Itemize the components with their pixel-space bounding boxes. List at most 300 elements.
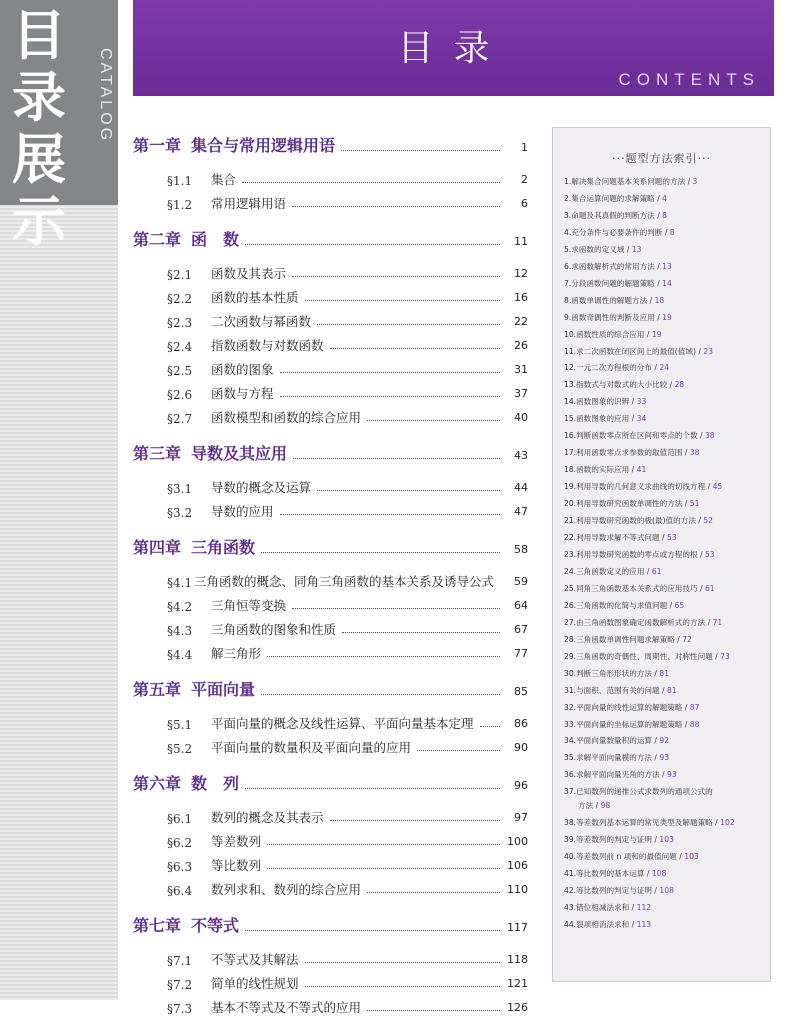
section-number: §6.4 xyxy=(167,884,193,898)
method-index-title: ···题型方法索引··· xyxy=(612,152,711,165)
section-title: 函数的图象 xyxy=(211,362,274,377)
section-title: 数列求和、数列的综合应用 xyxy=(211,882,362,897)
dot-leader xyxy=(261,694,500,695)
section-page-number: 12 xyxy=(514,267,528,280)
dot-leader xyxy=(267,656,500,657)
method-index-text: 23.利用导数研究函数的零点或方程的根 xyxy=(564,549,698,559)
section-row[interactable] xyxy=(133,638,528,662)
dot-leader xyxy=(245,244,500,245)
method-index-text: 19.利用导数的几何意义求曲线的切线方程 xyxy=(564,482,706,492)
header-banner xyxy=(133,0,774,96)
method-index-item[interactable]: 19.利用导数的几何意义求曲线的切线方程 / 45 xyxy=(564,482,723,492)
section-number: §2.4 xyxy=(167,340,193,354)
dot-leader xyxy=(292,608,500,609)
method-index-text: 44.裂项相消法求和 xyxy=(564,919,630,929)
method-index-text: 42.等比数列的判定与证明 xyxy=(564,886,653,896)
method-index-page: 19 xyxy=(662,312,672,322)
method-index-item[interactable]: 18.函数的实际应用 / 41 xyxy=(564,465,647,475)
section-number: §5.2 xyxy=(167,742,193,756)
dot-leader xyxy=(245,930,500,931)
method-index-page: 88 xyxy=(689,719,700,729)
dot-leader xyxy=(317,324,500,325)
method-index-item[interactable]: 26.三角函数的化简与求值问题 / 65 xyxy=(564,600,685,610)
section-page-number: 44 xyxy=(514,481,528,494)
section-page-number: 118 xyxy=(507,953,528,966)
method-index-page: 51 xyxy=(689,499,700,509)
section-row[interactable] xyxy=(133,306,528,330)
dot-leader xyxy=(417,750,500,751)
section-page-number: 26 xyxy=(514,339,528,352)
section-row[interactable] xyxy=(133,802,528,826)
method-index-page: 81 xyxy=(667,685,677,695)
section-page-number: 126 xyxy=(507,1001,528,1014)
method-index-text: 13.指数式与对数式的大小比较 xyxy=(564,380,668,390)
section-page-number: 97 xyxy=(514,811,528,824)
dot-leader xyxy=(341,150,500,151)
method-index-page: 23 xyxy=(703,346,713,356)
section-page-number: 100 xyxy=(507,835,528,848)
method-index-item[interactable]: 21.利用导数研究函数的极(最)值的方法 / 52 xyxy=(564,516,713,526)
section-number: §7.3 xyxy=(167,1002,193,1016)
chapter-number: 第一章 xyxy=(133,136,182,155)
section-row[interactable] xyxy=(133,496,528,520)
section-title: 等比数列 xyxy=(211,858,262,873)
dot-leader xyxy=(305,986,500,987)
section-row[interactable] xyxy=(133,164,528,188)
chapter-page-number: 117 xyxy=(507,921,528,934)
section-page-number: 40 xyxy=(514,411,528,424)
section-page-number: 77 xyxy=(514,647,528,660)
chapter-row[interactable] xyxy=(133,130,528,156)
section-number: §3.1 xyxy=(167,482,193,496)
method-index-page: 113 xyxy=(636,919,652,929)
chapter-page-number: 96 xyxy=(514,779,528,792)
dot-leader xyxy=(367,420,500,421)
section-number: §2.6 xyxy=(167,388,193,402)
method-index-page: 33 xyxy=(636,397,647,407)
chapter-gap xyxy=(133,898,528,910)
dot-leader xyxy=(267,868,500,869)
section-page-number: 121 xyxy=(507,977,528,990)
method-index-text: 1.解决集合问题基本关系问题的方法 xyxy=(564,177,686,186)
chapter-title: 平面向量 xyxy=(191,680,256,699)
method-index-page: 28 xyxy=(674,380,685,390)
dot-leader xyxy=(280,514,500,515)
section-row[interactable] xyxy=(133,354,528,378)
dot-leader xyxy=(480,726,500,727)
method-index-item[interactable]: 15.函数图象的应用 / 34 xyxy=(564,414,647,424)
dot-leader xyxy=(305,962,500,963)
chapter-number: 第二章 xyxy=(133,230,182,249)
method-index-page: 4 xyxy=(662,193,668,203)
section-page-number: 64 xyxy=(514,599,528,612)
catalog-title xyxy=(12,6,76,254)
method-index-item[interactable]: 2.集合运算问题的求解策略 / 4 xyxy=(564,193,668,203)
section-row[interactable] xyxy=(133,472,528,496)
method-index-text: 39.等差数列的判定与证明 xyxy=(564,835,653,845)
dot-leader xyxy=(330,348,500,349)
method-index-page: 108 xyxy=(651,869,667,879)
method-index-item[interactable]: 23.利用导数研究函数的零点或方程的根 / 53 xyxy=(564,549,715,559)
method-index-item[interactable]: 9.函数奇偶性的判断及应用 / 19 xyxy=(564,312,672,322)
section-number: §4.1 xyxy=(167,576,193,590)
chapter-number: 第四章 xyxy=(133,538,182,557)
dot-leader xyxy=(367,892,500,893)
chapter-row[interactable] xyxy=(133,768,528,794)
section-row[interactable] xyxy=(133,566,528,590)
method-index-item[interactable]: 24.三角函数定义的应用 / 61 xyxy=(564,566,662,576)
section-page-number: 6 xyxy=(521,197,528,210)
method-index-text: 30.判断三角形形状的方法 xyxy=(564,668,653,678)
method-index-text: 33.平面向量的坐标运算的解题策略 xyxy=(564,719,683,729)
chapter-row[interactable] xyxy=(133,224,528,250)
page-title: 目录 xyxy=(397,28,510,69)
section-row[interactable] xyxy=(133,850,528,874)
method-index-item[interactable]: 10.函数性质的综合应用 / 19 xyxy=(564,329,662,339)
method-index-page: 14 xyxy=(662,278,672,288)
section-row[interactable] xyxy=(133,378,528,402)
method-index-text: 18.函数的实际应用 xyxy=(564,465,630,475)
method-index-item[interactable]: 33.平面向量的坐标运算的解题策略 / 88 xyxy=(564,719,700,729)
method-index-text: 37.已知数列的递推公式求数列的通项公式的 xyxy=(564,787,713,797)
method-index-item[interactable]: 17.利用函数零点求参数的取值范围 / 38 xyxy=(564,448,700,458)
section-number: §7.1 xyxy=(167,954,193,968)
section-title: 导数的概念及运算 xyxy=(211,480,312,495)
method-index-item[interactable]: 13.指数式与对数式的大小比较 / 28 xyxy=(564,380,685,390)
method-index-page: 73 xyxy=(720,651,730,661)
method-index-text: 32.平面向量的线性运算的解题策略 xyxy=(564,702,683,712)
dot-leader xyxy=(317,490,500,491)
method-index-page: 72 xyxy=(682,634,692,644)
method-index-page: 53 xyxy=(667,533,677,543)
chapter-gap xyxy=(133,756,528,768)
method-index-page: 38 xyxy=(704,431,715,441)
chapter-gap xyxy=(133,426,528,438)
section-title: 集合 xyxy=(211,172,237,187)
section-page-number: 67 xyxy=(514,623,528,636)
chapter-gap xyxy=(133,662,528,674)
method-index-page: 13 xyxy=(662,261,672,271)
chapter-title: 不等式 xyxy=(191,916,240,935)
method-index-text: 34.平面向量数量积的运算 xyxy=(564,736,653,746)
section-title: 函数模型和函数的综合应用 xyxy=(211,410,362,425)
method-index-text: 14.函数图象的识辨 xyxy=(564,397,630,407)
method-index-text: 24.三角函数定义的应用 xyxy=(564,566,645,576)
method-index-item[interactable]: 40.等差数列前 n 项和的最值问题 / 103 xyxy=(564,852,699,862)
chapter-title: 三角函数 xyxy=(191,538,256,557)
section-row[interactable] xyxy=(133,708,528,732)
method-index-text: 方法 xyxy=(578,801,594,811)
section-row[interactable] xyxy=(133,590,528,614)
method-index-text: 16.判断函数零点所在区间和零点的个数 xyxy=(564,431,698,441)
chapter-page-number: 58 xyxy=(514,543,528,556)
section-page-number: 22 xyxy=(514,315,528,328)
catalog-char: 展 xyxy=(12,128,66,191)
dot-leader xyxy=(261,552,500,553)
method-index-item[interactable]: 7.分段函数问题的解题策略 / 14 xyxy=(564,278,672,288)
section-title: 基本不等式及不等式的应用 xyxy=(211,1000,362,1015)
method-index-page: 87 xyxy=(689,702,700,712)
dot-leader xyxy=(280,372,500,373)
section-title: 等差数列 xyxy=(211,834,262,849)
section-page-number: 86 xyxy=(514,717,528,730)
section-title: 二次函数与幂函数 xyxy=(211,314,312,329)
method-index-list xyxy=(553,176,770,932)
method-index-item[interactable]: 34.平面向量数量积的运算 / 92 xyxy=(564,736,670,746)
method-index-item[interactable]: 32.平面向量的线性运算的解题策略 / 87 xyxy=(564,702,700,712)
section-title: 导数的应用 xyxy=(211,504,274,519)
method-index-item[interactable]: 39.等差数列的判定与证明 / 103 xyxy=(564,835,674,845)
method-index-text: 5.求函数的定义域 xyxy=(564,244,625,254)
method-index-page: 65 xyxy=(674,600,685,610)
section-number: §2.5 xyxy=(167,364,193,378)
section-page-number: 59 xyxy=(514,575,528,588)
section-title: 解三角形 xyxy=(211,646,262,661)
method-index-text: 27.由三角函数图象确定函数解析式的方法 xyxy=(564,617,706,627)
section-row[interactable] xyxy=(133,732,528,756)
section-row[interactable] xyxy=(133,968,528,992)
method-index-item[interactable]: 28.三角函数单调性问题求解策略 / 72 xyxy=(564,634,692,644)
catalog-char: 录 xyxy=(12,66,66,129)
method-index-text: 6.求函数解析式的常用方法 xyxy=(564,261,655,271)
method-index-text: 10.函数性质的综合应用 xyxy=(564,329,645,339)
method-index-page: 38 xyxy=(689,448,700,458)
method-index-item[interactable]: 14.函数图象的识辨 / 33 xyxy=(564,397,647,407)
method-index-item[interactable]: 41.等比数列的基本运算 / 108 xyxy=(564,869,667,879)
method-index-page: 8 xyxy=(669,227,675,237)
method-index-item[interactable]: 29.三角函数的奇偶性、周期性、对称性问题 / 73 xyxy=(564,651,730,661)
chapter-number: 第六章 xyxy=(133,774,182,793)
chapter-page-number: 43 xyxy=(514,449,528,462)
method-index-item[interactable]: 43.错位相减法求和 / 112 xyxy=(564,902,652,912)
method-index-text: 12.一元二次方程根的分布 xyxy=(564,363,653,373)
section-row[interactable] xyxy=(133,874,528,898)
method-index-text: 38.等差数列基本运算的常见类型及解题策略 xyxy=(564,818,713,828)
catalog-char: 目 xyxy=(12,4,66,67)
method-index-item[interactable]: 25.同角三角函数基本关系式的应用技巧 / 61 xyxy=(564,583,715,593)
table-of-contents xyxy=(133,130,528,1016)
chapter-page-number: 1 xyxy=(521,141,528,154)
section-row[interactable] xyxy=(133,944,528,968)
method-index-text: 35.求解平面向量模的方法 xyxy=(564,753,653,763)
method-index-page: 103 xyxy=(659,835,674,845)
method-index-text: 26.三角函数的化简与求值问题 xyxy=(564,600,668,610)
section-page-number: 37 xyxy=(514,387,528,400)
method-index-item[interactable]: 6.求函数解析式的常用方法 / 13 xyxy=(564,261,672,271)
method-index-text: 29.三角函数的奇偶性、周期性、对称性问题 xyxy=(564,651,713,661)
chapter-label xyxy=(133,227,239,250)
method-index-page: 112 xyxy=(636,902,652,912)
section-row[interactable] xyxy=(133,614,528,638)
section-row[interactable] xyxy=(133,188,528,212)
section-page-number: 106 xyxy=(507,859,528,872)
section-number: §4.4 xyxy=(167,648,193,662)
chapter-label xyxy=(133,133,335,156)
method-index-page: 102 xyxy=(720,818,735,828)
method-index-page: 19 xyxy=(651,329,662,339)
dot-leader xyxy=(330,820,500,821)
chapter-title: 集合与常用逻辑用语 xyxy=(191,136,336,155)
section-number: §4.3 xyxy=(167,624,193,638)
method-index-item[interactable]: 3.命题及其真假的判断方法 / 8 xyxy=(564,210,668,220)
section-number: §2.3 xyxy=(167,316,193,330)
section-page-number: 47 xyxy=(514,505,528,518)
section-number: §4.2 xyxy=(167,600,193,614)
method-index-text: 36.求解平面向量夹角的方法 xyxy=(564,770,660,780)
section-number: §6.2 xyxy=(167,836,193,850)
section-title: 常用逻辑用语 xyxy=(211,196,287,211)
method-index-text: 40.等差数列前 n 项和的最值问题 xyxy=(564,852,677,862)
catalog-block xyxy=(0,0,118,253)
method-index-page: 61 xyxy=(704,583,715,593)
method-index-item[interactable]: 1.解决集合问题基本关系问题的方法 / 3 xyxy=(564,177,698,186)
chapter-label xyxy=(133,677,255,700)
section-row[interactable] xyxy=(133,826,528,850)
method-index-text: 28.三角函数单调性问题求解策略 xyxy=(564,634,675,644)
dot-leader xyxy=(367,1010,500,1011)
section-row[interactable] xyxy=(133,992,528,1016)
method-index-item[interactable]: 4.充分条件与必要条件的判断 / 8 xyxy=(564,227,675,237)
dot-leader xyxy=(292,206,500,207)
method-index-item[interactable] xyxy=(564,786,770,799)
chapter-label xyxy=(133,913,239,936)
method-index-text: 41.等比数列的基本运算 xyxy=(564,869,645,879)
method-index-text: 9.函数奇偶性的判断及应用 xyxy=(564,312,655,322)
section-title: 三角函数的图象和性质 xyxy=(211,622,337,637)
catalog-char: 示 xyxy=(12,190,66,253)
method-index-page: 13 xyxy=(631,244,642,254)
dot-leader xyxy=(280,396,500,397)
method-index-item[interactable]: 20.利用导数研究函数单调性的方法 / 51 xyxy=(564,499,700,509)
section-page-number: 16 xyxy=(514,291,528,304)
method-index-item[interactable]: 42.等比数列的判定与证明 / 108 xyxy=(564,886,674,896)
section-row[interactable] xyxy=(133,330,528,354)
method-index-page: 41 xyxy=(636,465,647,475)
method-index-item[interactable]: 44.裂项相消法求和 / 113 xyxy=(564,919,652,929)
section-title: 指数函数与对数函数 xyxy=(211,338,324,353)
dot-leader xyxy=(293,458,500,459)
section-page-number: 2 xyxy=(521,173,528,186)
section-number: §3.2 xyxy=(167,506,193,520)
method-index-page: 53 xyxy=(704,549,715,559)
method-index-page: 103 xyxy=(684,852,699,862)
method-index-text: 3.命题及其真假的判断方法 xyxy=(564,210,655,220)
chapter-number: 第五章 xyxy=(133,680,182,699)
chapter-gap xyxy=(133,520,528,532)
method-index-text: 2.集合运算问题的求解策略 xyxy=(564,193,655,203)
method-index-text: 43.错位相减法求和 xyxy=(564,902,630,912)
method-index-text: 17.利用函数零点求参数的取值范围 xyxy=(564,448,683,458)
section-page-number: 31 xyxy=(514,363,528,376)
method-index-item[interactable]: 36.求解平面向量夹角的方法 / 93 xyxy=(564,770,677,780)
method-index-item[interactable]: 5.求函数的定义域 / 13 xyxy=(564,244,642,254)
method-index-text: 15.函数图象的应用 xyxy=(564,414,630,424)
method-index-item[interactable]: 38.等差数列基本运算的常见类型及解题策略 / 102 xyxy=(564,818,735,828)
method-index-panel xyxy=(552,127,771,982)
section-row[interactable] xyxy=(133,258,528,282)
section-row[interactable] xyxy=(133,402,528,426)
section-title: 不等式及其解法 xyxy=(211,952,299,967)
method-index-item[interactable]: 16.判断函数零点所在区间和零点的个数 / 38 xyxy=(564,431,715,441)
chapter-gap xyxy=(133,212,528,224)
section-number: §6.1 xyxy=(167,812,193,826)
page-subtitle: CONTENTS xyxy=(618,70,760,89)
section-title: 三角恒等变换 xyxy=(211,598,287,613)
section-title: 平面向量的概念及线性运算、平面向量基本定理 xyxy=(211,716,474,731)
method-index-page: 3 xyxy=(692,177,698,186)
section-number: §5.1 xyxy=(167,718,193,732)
method-index-item[interactable]: 35.求解平面向量模的方法 / 93 xyxy=(564,753,670,763)
section-title: 数列的概念及其表示 xyxy=(211,810,324,825)
method-index-item-continued: 方法 / 98 xyxy=(578,801,611,811)
section-title: 平面向量的数量积及平面向量的应用 xyxy=(211,740,412,755)
method-index-item[interactable]: 12.一元二次方程根的分布 / 24 xyxy=(564,363,670,373)
method-index-text: 4.充分条件与必要条件的判断 xyxy=(564,227,663,237)
method-index-item[interactable]: 30.判断三角形形状的方法 / 81 xyxy=(564,668,670,678)
chapter-row[interactable] xyxy=(133,910,528,936)
section-number: §2.7 xyxy=(167,412,193,426)
dot-leader xyxy=(305,300,500,301)
method-index-page: 45 xyxy=(712,482,723,492)
method-index-page: 24 xyxy=(659,363,670,373)
method-index-page: 34 xyxy=(636,414,647,424)
section-page-number: 110 xyxy=(507,883,528,896)
method-index-text: 22.利用导数求解不等式问题 xyxy=(564,533,660,543)
method-index-item[interactable]: 8.函数单调性的解题方法 / 18 xyxy=(564,295,665,305)
method-index-page: 61 xyxy=(651,566,662,576)
chapter-label xyxy=(133,441,287,464)
section-number: §2.2 xyxy=(167,292,193,306)
dot-leader xyxy=(267,844,500,845)
section-title: 简单的线性规划 xyxy=(211,976,299,991)
section-title: 三角函数的概念、同角三角函数的基本关系及诱导公式 xyxy=(193,574,494,589)
dot-leader xyxy=(245,788,500,789)
method-index-text: 11.求二次函数在闭区间上的最值(值域) xyxy=(564,346,696,356)
method-index-text: 25.同角三角函数基本关系式的应用技巧 xyxy=(564,583,698,593)
method-index-page: 108 xyxy=(659,886,674,896)
method-index-page: 18 xyxy=(654,295,665,305)
method-index-text: 31.与面积、范围有关的问题 xyxy=(564,685,660,695)
method-index-page: 92 xyxy=(659,736,670,746)
method-index-text: 7.分段函数问题的解题策略 xyxy=(564,278,655,288)
method-index-item[interactable]: 22.利用导数求解不等式问题 / 53 xyxy=(564,533,677,543)
catalog-english: CATALOG xyxy=(97,48,114,144)
method-index-item[interactable]: 27.由三角函数图象确定函数解析式的方法 / 71 xyxy=(564,617,723,627)
section-page-number: 90 xyxy=(514,741,528,754)
method-index-text: 8.函数单调性的解题方法 xyxy=(564,295,648,305)
method-index-text: 20.利用导数研究函数单调性的方法 xyxy=(564,499,683,509)
section-number: §1.1 xyxy=(167,174,193,188)
chapter-page-number: 11 xyxy=(514,235,528,248)
section-number: §1.2 xyxy=(167,198,193,212)
method-index-page: 8 xyxy=(662,210,668,220)
chapter-row[interactable] xyxy=(133,438,528,464)
chapter-title: 数 列 xyxy=(191,774,240,793)
section-number: §2.1 xyxy=(167,268,193,282)
method-index-page: 93 xyxy=(659,753,670,763)
method-index-item[interactable]: 11.求二次函数在闭区间上的最值(值域) / 23 xyxy=(564,346,713,356)
chapter-row[interactable] xyxy=(133,674,528,700)
chapter-number: 第三章 xyxy=(133,444,182,463)
dot-leader xyxy=(342,632,500,633)
section-number: §6.3 xyxy=(167,860,193,874)
method-index-page: 52 xyxy=(703,516,713,526)
section-number: §7.2 xyxy=(167,978,193,992)
method-index-item[interactable]: 31.与面积、范围有关的问题 / 81 xyxy=(564,685,677,695)
chapter-number: 第七章 xyxy=(133,916,182,935)
section-row[interactable] xyxy=(133,282,528,306)
chapter-row[interactable] xyxy=(133,532,528,558)
